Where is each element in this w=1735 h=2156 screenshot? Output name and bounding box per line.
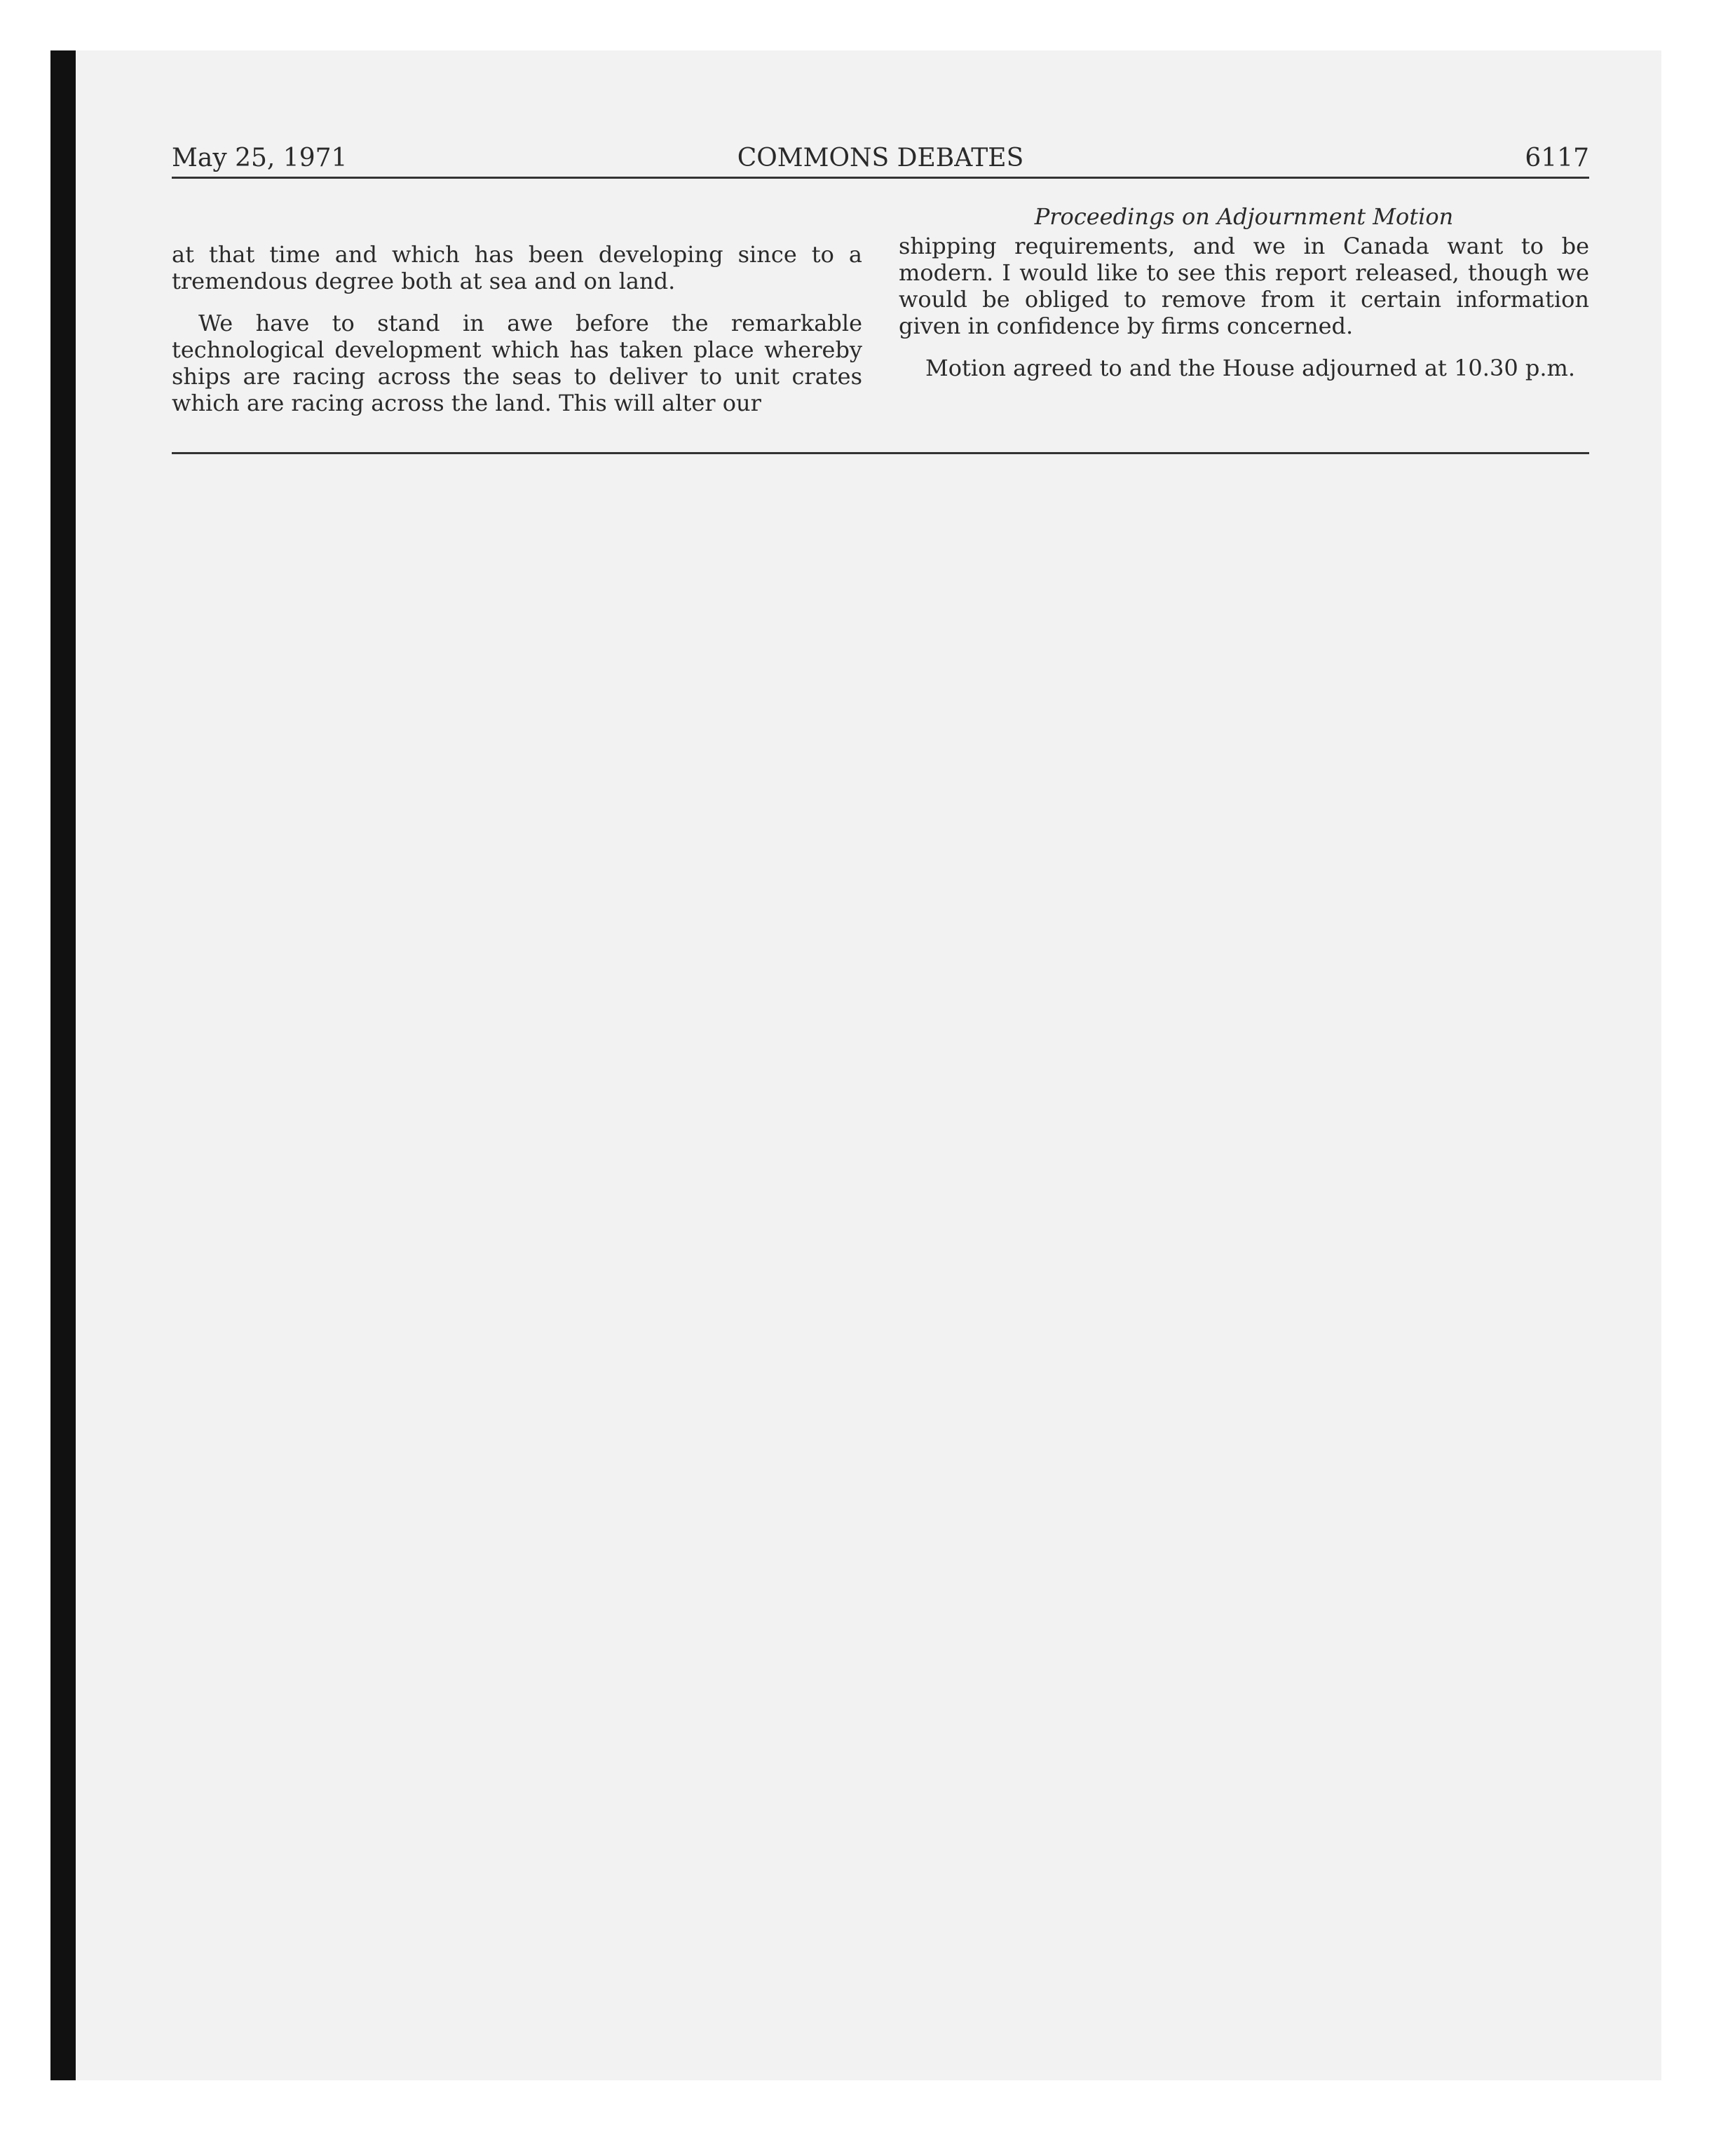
section-title: Proceedings on Adjournment Motion <box>1034 203 1454 230</box>
paragraph: at that time and which has been developing since to a tremendous degree both at sea and on land. <box>172 241 862 294</box>
page-number: 6117 <box>1525 144 1589 172</box>
page-header <box>172 140 1589 179</box>
header-title: COMMONS DEBATES <box>737 144 1024 172</box>
paragraph: We have to stand in awe before the remarkable technological development which has taken place whereby ships are racing across the seas to deliver to unit crates which are racing across the land. This will alter our <box>172 310 862 416</box>
section-divider <box>172 452 1589 454</box>
paragraph: shipping requirements, and we in Canada want to be modern. I would like to see this report released, though we would be obliged to remove from it certain information given in confidence by firms concerned. <box>899 233 1589 339</box>
header-date: May 25, 1971 <box>172 144 348 172</box>
scan-edge-bar <box>50 50 76 2080</box>
right-column <box>899 203 1589 397</box>
paragraph: Motion agreed to and the House adjourned at 10.30 p.m. <box>925 355 1576 381</box>
left-column <box>172 203 862 432</box>
